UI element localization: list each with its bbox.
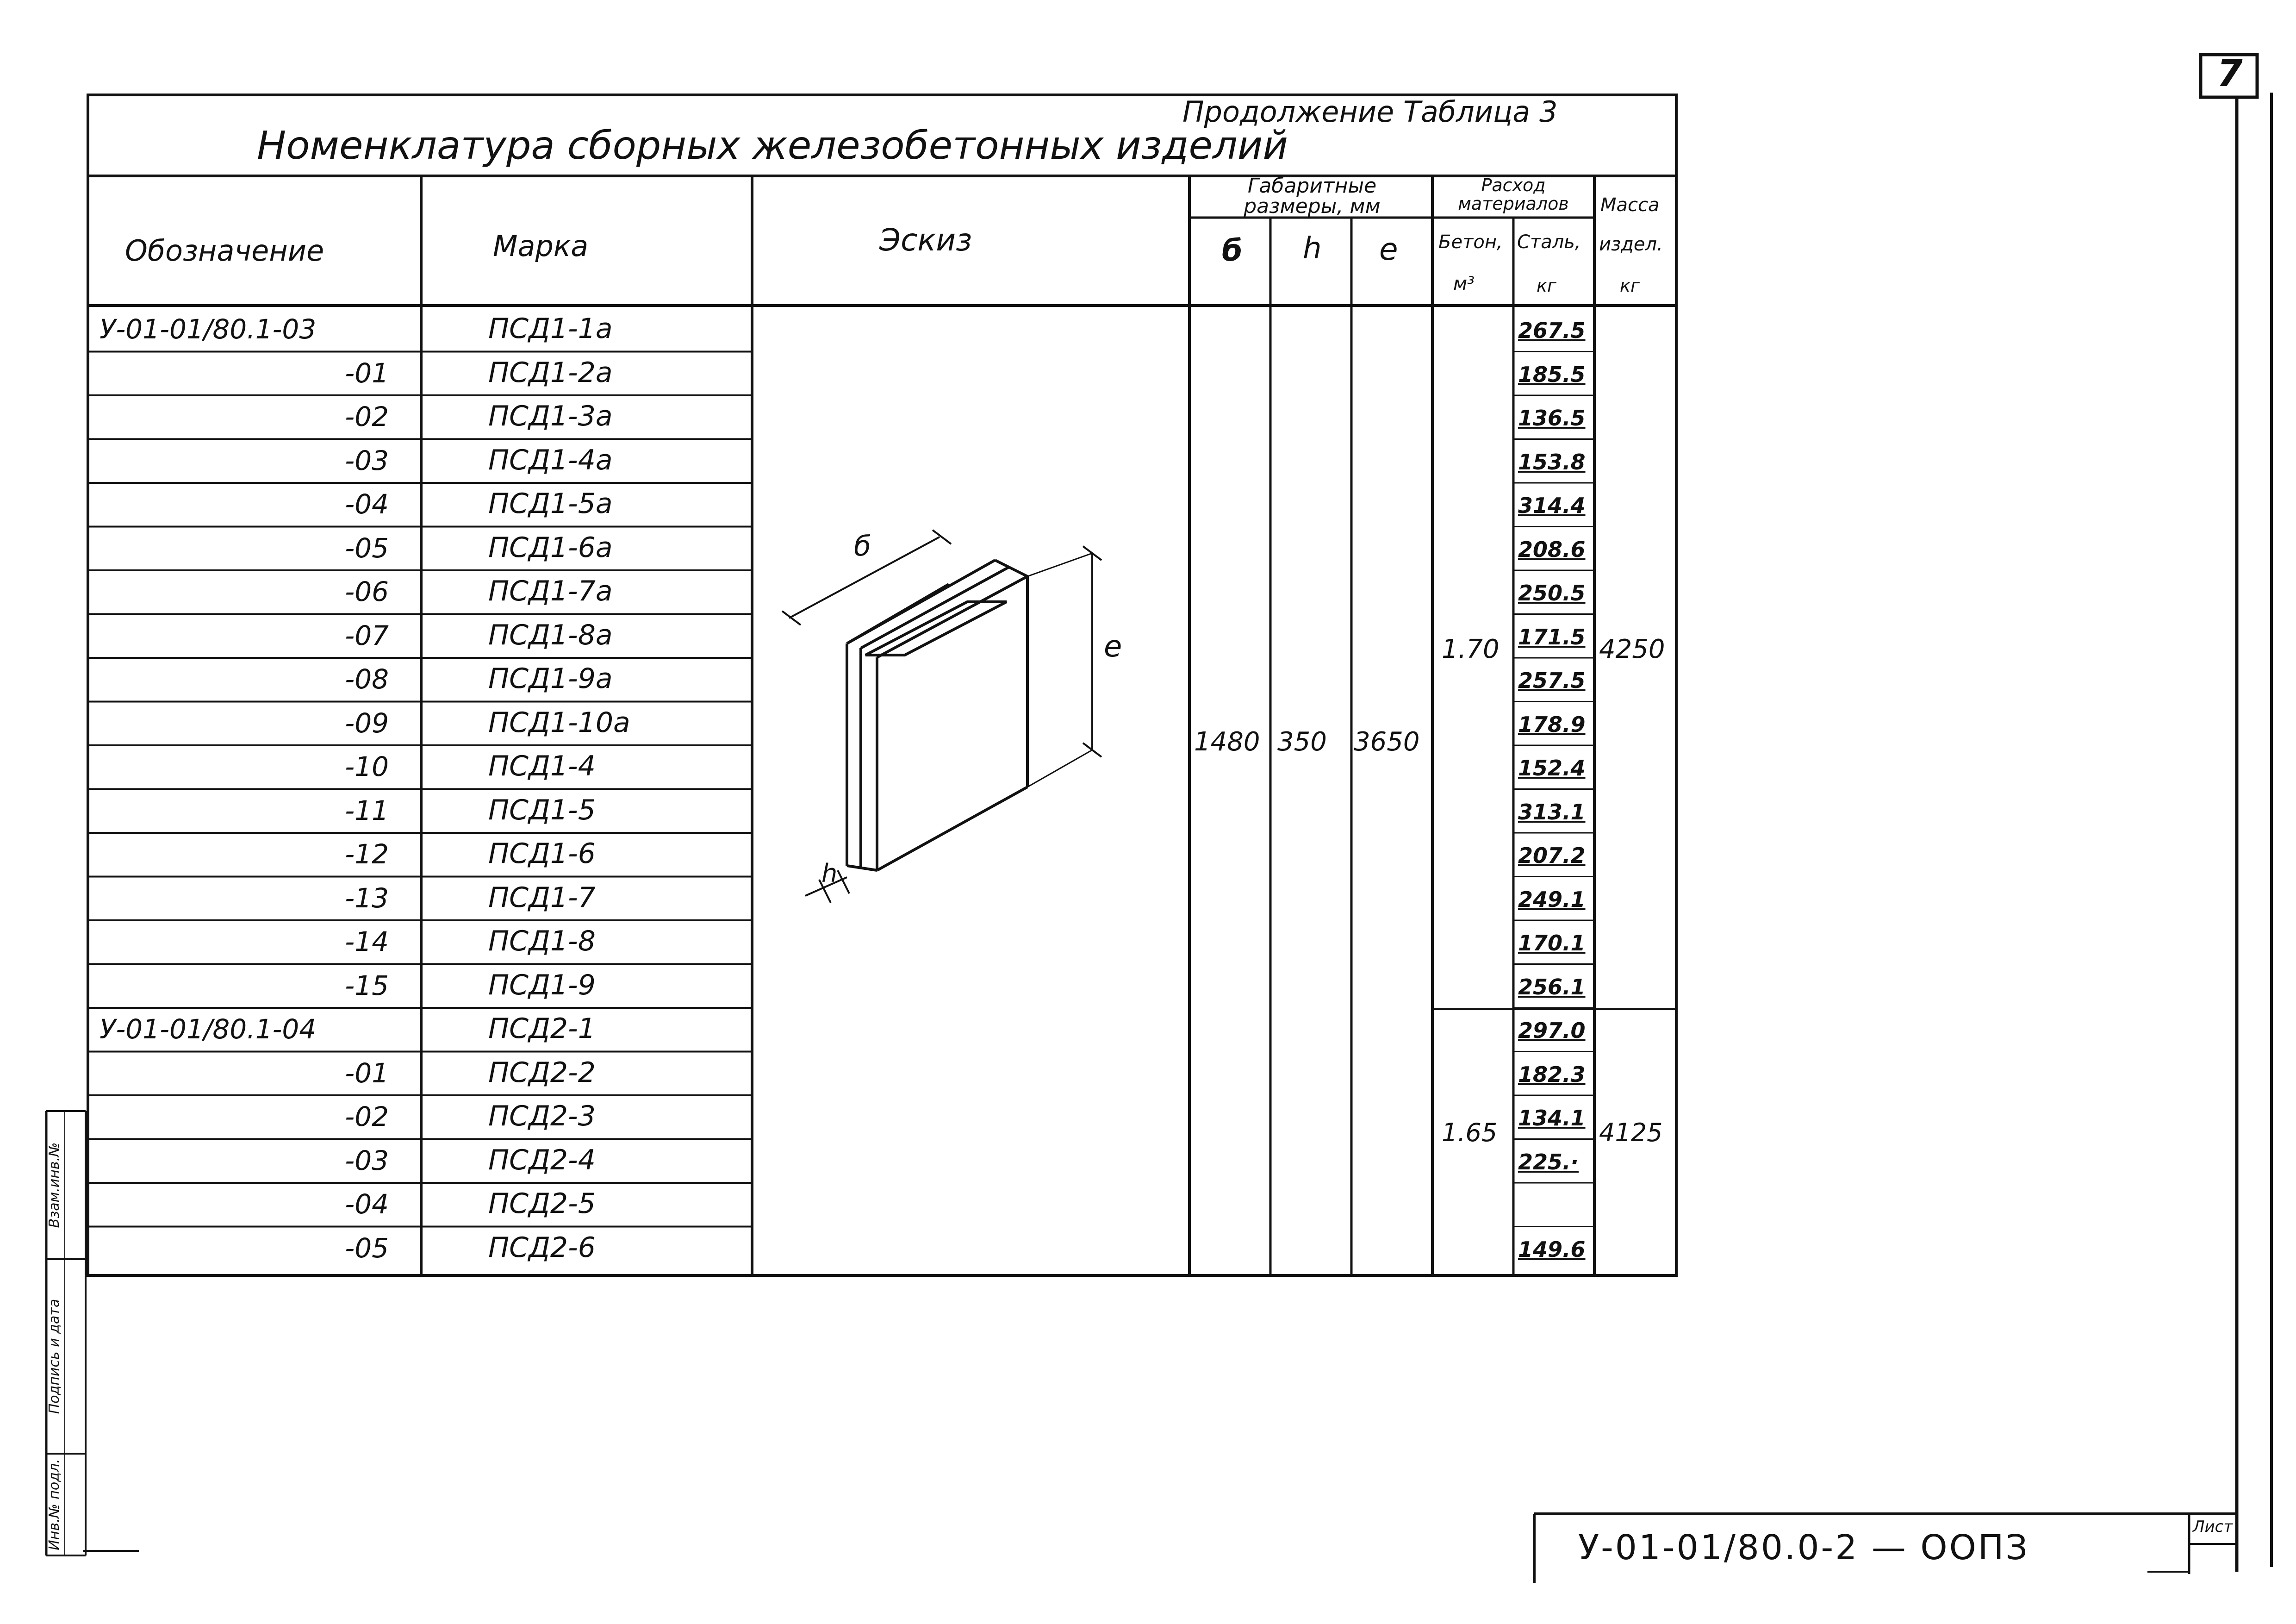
header-sketch: Эскиз (879, 222, 972, 258)
steel-cell: 207.2 (1518, 843, 1586, 868)
header-steel-unit: кг (1537, 275, 1556, 296)
designation-cell: -02 (345, 401, 389, 432)
drawing-code: У-01-01/80.0-2 — ООПЗ (1578, 1528, 2029, 1568)
group1-mass: 4250 (1599, 634, 1665, 664)
header-steel: Сталь, (1517, 231, 1581, 253)
mark-cell: ПСД2-2 (488, 1056, 596, 1089)
designation-cell: -08 (345, 663, 389, 695)
header-mark: Марка (493, 229, 589, 263)
header-concrete-unit: м³ (1453, 273, 1475, 294)
sheet-label: Лист (2193, 1518, 2233, 1536)
mark-cell: ПСД1-9а (488, 662, 613, 695)
dim-l-value: 3650 (1354, 727, 1420, 757)
header-dim-l: е (1379, 231, 1398, 267)
designation-cell: -03 (345, 444, 389, 476)
header-mass: Масса (1600, 194, 1660, 216)
page-number: 7 (2217, 52, 2243, 95)
steel-cell: 182.3 (1518, 1062, 1586, 1087)
designation-cell: У-01-01/80.1-04 (100, 1013, 317, 1045)
designation-cell: -06 (345, 576, 389, 607)
mark-cell: ПСД1-7 (488, 881, 596, 914)
margin-label-1: Взам.инв.№ (46, 1142, 62, 1228)
steel-cell: 249.1 (1518, 887, 1586, 912)
margin-label-2: Подпись и дата (46, 1299, 62, 1414)
row-lines (88, 352, 752, 1227)
mark-cell: ПСД1-3а (488, 400, 613, 432)
mark-cell: ПСД2-3 (488, 1100, 596, 1132)
designation-cell: -05 (345, 1232, 389, 1264)
designation-cell: -03 (345, 1144, 389, 1176)
steel-cell: 257.5 (1518, 668, 1586, 693)
steel-cell: 256.1 (1518, 974, 1586, 999)
header-concrete: Бетон, (1438, 231, 1503, 253)
steel-cell: 149.6 (1518, 1237, 1586, 1262)
mark-cell: ПСД1-8 (488, 925, 596, 957)
panel-sketch (782, 530, 1101, 903)
mark-cell: ПСД2-5 (488, 1187, 596, 1220)
designation-cell: -10 (345, 751, 389, 782)
steel-cell: 208.6 (1518, 537, 1586, 562)
designation-cell: -12 (345, 838, 389, 870)
mark-cell: ПСД1-10а (488, 706, 630, 739)
header-designation: Обозначение (125, 234, 324, 268)
steel-cell: 297.0 (1518, 1018, 1586, 1043)
mark-cell: ПСД1-4а (488, 443, 613, 476)
designation-cell: -04 (345, 1188, 389, 1220)
mark-cell: ПСД1-8а (488, 618, 613, 651)
steel-lines (1513, 352, 1594, 1227)
continuation-label: Продолжение Таблица 3 (1182, 95, 1558, 129)
margin-label-3-box (46, 1454, 65, 1555)
steel-cell: 153.8 (1518, 449, 1586, 475)
designation-cell: -15 (345, 969, 389, 1001)
designation-cell: -05 (345, 532, 389, 564)
designation-cell: -04 (345, 488, 389, 520)
mark-cell: ПСД1-1а (488, 312, 613, 345)
sketch-label-b: б (854, 530, 871, 562)
steel-cell: 267.5 (1518, 318, 1586, 343)
group2-concrete: 1.65 (1442, 1118, 1498, 1147)
steel-cell: 313.1 (1518, 799, 1586, 824)
mark-cell: ПСД2-6 (488, 1231, 596, 1264)
designation-cell: -01 (345, 357, 389, 389)
header-mass-sub: издел. (1599, 234, 1663, 255)
designation-cell: -02 (345, 1101, 389, 1132)
mark-cell: ПСД1-9 (488, 968, 596, 1001)
designation-cell: -01 (345, 1057, 389, 1089)
header-dims-group: Габаритные размеры, мм (1244, 174, 1381, 218)
group2-mass: 4125 (1599, 1118, 1663, 1147)
designation-cell: -07 (345, 619, 389, 651)
mark-cell: ПСД1-2а (488, 356, 613, 389)
header-dim-b: б (1222, 234, 1243, 268)
header-dim-h: h (1303, 231, 1322, 266)
steel-cell: 171.5 (1518, 624, 1586, 650)
steel-cell: 185.5 (1518, 362, 1586, 387)
steel-cell: 136.5 (1518, 406, 1586, 431)
margin-label-3: Инв.№ подл. (46, 1459, 62, 1550)
dim-h-value: 350 (1277, 727, 1327, 757)
steel-cell: 250.5 (1518, 581, 1586, 606)
designation-cell: -14 (345, 926, 389, 957)
designation-cell: -13 (345, 882, 389, 914)
sketch-label-h: h (821, 859, 838, 888)
steel-cell: 134.1 (1518, 1106, 1586, 1131)
sketch-label-l: е (1104, 630, 1122, 664)
mark-cell: ПСД1-5а (488, 487, 613, 520)
designation-cell: У-01-01/80.1-03 (100, 313, 317, 345)
mark-cell: ПСД2-4 (488, 1143, 596, 1176)
mark-cell: ПСД1-6 (488, 837, 596, 870)
designation-cell: -09 (345, 707, 389, 739)
group1-concrete: 1.70 (1442, 634, 1500, 664)
steel-cell: 225.· (1518, 1149, 1579, 1174)
mark-cell: ПСД2-1 (488, 1012, 596, 1045)
margin-label-2-box (46, 1259, 65, 1454)
designation-cell: -11 (345, 794, 389, 826)
mark-cell: ПСД1-7а (488, 575, 613, 607)
table-title: Номенклатура сборных железобетонных изделий (257, 123, 1288, 168)
header-materials-group: Расход материалов (1458, 175, 1569, 214)
header-mass-unit: кг (1620, 275, 1640, 296)
steel-cell: 314.4 (1518, 493, 1586, 518)
steel-cell: 152.4 (1518, 756, 1586, 781)
dim-b-value: 1480 (1194, 727, 1260, 757)
mark-cell: ПСД1-4 (488, 750, 596, 782)
mark-cell: ПСД1-5 (488, 793, 596, 826)
steel-cell: 170.1 (1518, 931, 1586, 956)
mark-cell: ПСД1-6а (488, 531, 613, 564)
margin-label-1-box (46, 1111, 65, 1259)
steel-cell: 178.9 (1518, 712, 1586, 737)
